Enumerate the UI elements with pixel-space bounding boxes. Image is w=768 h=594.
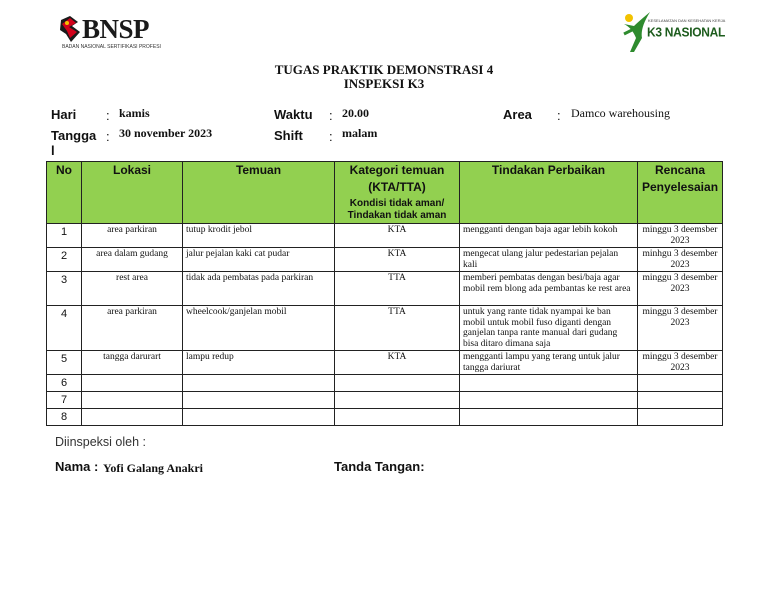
hari-value: kamis (119, 106, 150, 120)
k3-logo-subtitle: KESELAMATAN DAN KESEHATAN KERJA (648, 18, 726, 23)
cell-temuan: jalur pejalan kaki cat pudar (183, 248, 335, 272)
cell-tindakan: mengganti dengan baja agar lebih kokoh (460, 224, 638, 248)
inspection-table (46, 161, 723, 426)
document-title: TUGAS PRAKTIK DEMONSTRASI 4 (274, 62, 494, 77)
cell-tindakan (460, 392, 638, 409)
waktu-label: Waktu (274, 107, 313, 122)
shift-label: Shift (274, 128, 303, 143)
cell-tindakan: untuk yang rante tidak nyampai ke ban mobil untuk mobil fuso diganti dengan ganjelan tanpa rante manual dari gudang bisa ditaro dimana saja (460, 306, 638, 351)
header-kategori (335, 162, 460, 224)
k3-logo (620, 8, 726, 54)
cell-no: 1 (47, 224, 82, 248)
cell-no: 8 (47, 409, 82, 426)
cell-no: 3 (47, 272, 82, 306)
cell-kategori: KTA (335, 224, 460, 248)
table-row (47, 272, 723, 306)
cell-temuan: wheelcook/ganjelan mobil (183, 306, 335, 351)
hari-label: Hari (51, 107, 77, 122)
k3-logo-text: K3 NASIONAL (647, 24, 726, 40)
cell-kategori: KTA (335, 351, 460, 375)
header-no: No (47, 162, 82, 224)
cell-temuan (183, 409, 335, 426)
header-lokasi: Lokasi (82, 162, 183, 224)
cell-tindakan (460, 409, 638, 426)
cell-tindakan: memberi pembatas dengan besi/baja agar mobil rem blong ada pembantas ke rest area (460, 272, 638, 306)
tanggal-value: 30 november 2023 (119, 126, 213, 140)
bnsp-logo-subtitle: BADAN NASIONAL SERTIFIKASI PROFESI (62, 44, 161, 50)
table-row (47, 224, 723, 248)
cell-no: 2 (47, 248, 82, 272)
table-row (47, 409, 723, 426)
bnsp-logo (58, 14, 168, 54)
cell-lokasi: area parkiran (82, 306, 183, 351)
cell-kategori (335, 409, 460, 426)
table-row (47, 375, 723, 392)
cell-temuan: tutup krodit jebol (183, 224, 335, 248)
cell-tindakan: mengecat ulang jalur pedestarian pejalan kali (460, 248, 638, 272)
cell-lokasi: rest area (82, 272, 183, 306)
cell-lokasi: tangga darurart (82, 351, 183, 375)
area-label: Area (503, 107, 532, 122)
cell-kategori (335, 392, 460, 409)
cell-temuan: lampu redup (183, 351, 335, 375)
cell-kategori (335, 375, 460, 392)
cell-no: 7 (47, 392, 82, 409)
cell-temuan (183, 375, 335, 392)
area-value: Damco warehousing (571, 106, 670, 120)
waktu-value: 20.00 (342, 106, 369, 120)
header-rencana: Rencana Penyelesaian (638, 162, 723, 224)
table-row (47, 248, 723, 272)
cell-lokasi: area dalam gudang (82, 248, 183, 272)
nama-label: Nama : (55, 459, 99, 474)
signature-label: Tanda Tangan: (334, 459, 425, 474)
header-temuan: Temuan (183, 162, 335, 224)
cell-kategori: TTA (335, 272, 460, 306)
hari-colon: : (106, 108, 110, 123)
cell-lokasi (82, 392, 183, 409)
cell-rencana (638, 392, 723, 409)
cell-tindakan (460, 375, 638, 392)
inspected-by-label: Diinspeksi oleh : (55, 435, 147, 449)
cell-rencana: minggu 3 desember 2023 (638, 272, 723, 306)
cell-no: 5 (47, 351, 82, 375)
tanggal-label: Tangga (51, 128, 97, 143)
cell-rencana: minggu 3 desember 2023 (638, 306, 723, 351)
cell-tindakan: mengganti lampu yang terang untuk jalur tangga dariurat (460, 351, 638, 375)
cell-lokasi (82, 409, 183, 426)
tanggal-colon: : (106, 129, 110, 144)
table-row (47, 351, 723, 375)
document-subtitle: INSPEKSI K3 (343, 76, 425, 91)
nama-value: Yofi Galang Anakri (103, 461, 204, 475)
cell-lokasi: area parkiran (82, 224, 183, 248)
table-row (47, 392, 723, 409)
cell-no: 6 (47, 375, 82, 392)
cell-rencana: minggu 3 desember 2023 (638, 351, 723, 375)
cell-rencana (638, 375, 723, 392)
cell-temuan: tidak ada pembatas pada parkiran (183, 272, 335, 306)
shift-colon: : (329, 129, 333, 144)
cell-temuan (183, 392, 335, 409)
header-kategori-subtitle: Kondisi tidak aman/ Tindakan tidak aman (347, 198, 447, 221)
tanggal-label-wrap: l (51, 143, 55, 158)
table-header-row (47, 162, 723, 224)
waktu-colon: : (329, 108, 333, 123)
table-row (47, 306, 723, 351)
cell-no: 4 (47, 306, 82, 351)
header-tindakan: Tindakan Perbaikan (460, 162, 638, 224)
bnsp-emblem-icon (58, 14, 84, 44)
shift-value: malam (342, 126, 378, 140)
cell-rencana: minggu 3 deemsber 2023 (638, 224, 723, 248)
bnsp-logo-text: BNSP (82, 14, 150, 44)
cell-rencana: minhgu 3 desember 2023 (638, 248, 723, 272)
cell-rencana (638, 409, 723, 426)
cell-lokasi (82, 375, 183, 392)
area-colon: : (557, 108, 561, 123)
header-kategori-title: Kategori temuan (KTA/TTA) (349, 163, 445, 194)
cell-kategori: KTA (335, 248, 460, 272)
cell-kategori: TTA (335, 306, 460, 351)
